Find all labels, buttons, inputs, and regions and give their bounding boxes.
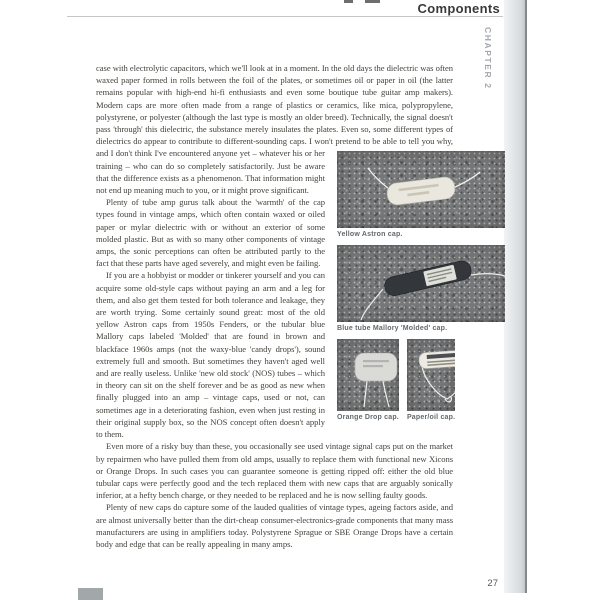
photo-paper-oil-cap	[407, 339, 455, 411]
paragraph-1-part-b: encountered anyone yet – whatever his or her training – who can do so completely satisfactorily. Just be aware that the difference exists as a phenomenon. That information might not end up meaning much to you, or it might prove significant.	[96, 148, 325, 196]
photo-column	[407, 339, 455, 428]
page-title: Components	[417, 1, 500, 16]
scan-artifact	[344, 0, 353, 3]
paragraph-5: Plenty of new caps do capture some of the lauded qualities of vintage types, ageing factors aside, and are almost universally better than the dirt-cheap consumer-electronics-grade components that many mass manufacturers are using in amplifiers today. Polystyrene Sprague or SBE Orange Drops have a certain body and edge that can be really appealing in many amps.	[96, 502, 453, 549]
paragraph-4: Even more of a risky buy than these, you occasionally see used vintage signal caps put on the market by repairmen who have pulled them from old amps, usually to replace them with functional new Xicons or Orange Drops. In such cases you can guarantee someone is getting ripped off: either the old blue tubular caps were perfectly good and the tech replaced them with new caps that are arguably sonically inferior, at a hefty bench charge, or they needed to be replaced and he is now selling faulty goods.	[96, 441, 453, 501]
photo-orange-drop-cap	[337, 339, 399, 411]
page-edge-band	[504, 0, 527, 593]
page-number: 27	[487, 578, 498, 589]
photo-caption: Paper/oil cap.	[406, 414, 456, 422]
photo-row	[337, 339, 505, 428]
photo-caption: Orange Drop cap.	[337, 414, 399, 422]
paragraph-2: Plenty of tube amp gurus talk about the 'warmth' of the cap types found in vintage amps, which often contain waxed or oiled paper or mylar dielectric with or without an exterior of some molded plastic. But as with so many other components of vintage amps, the sonic perceptions can often be attributed partly to the fact that these parts have aged severely, and might even be failing.	[96, 197, 325, 269]
paragraph-3: If you are a hobbyist or modder or tinkerer yourself and you can acquire some old-style caps without paying an arm and a leg for them, and also get them tested for both tolerance and leakage, they are worth trying. Some certainly sound great: most of the old yellow Astron caps from 1950s Fenders, or the tubular blue Mallory caps labeled 'Molded' that are found in brown and blackface 1960s amps (not the waxy-blue 'candy drops'), sound extremely full and smooth. But sometimes they haven't aged well and are really useless. Unlike 'new old stock' (NOS) tubes – which in theory can sit on the shelf forever and be as good as new when finally plugged into an amp – vintage caps, used or not, can sometimes age in a deteriorating fashion, even when just resting in their original supply box, so the NOS concept often doesn't apply to them.	[96, 270, 325, 440]
capacitor-drawing	[337, 339, 399, 411]
photo-caption: Blue tube Mallory 'Molded' cap.	[337, 325, 448, 333]
body-text	[96, 62, 456, 550]
scan-artifact	[365, 0, 380, 3]
capacitor-drawing	[407, 339, 455, 411]
capacitor-drawing	[337, 245, 505, 322]
capacitor-drawing	[337, 151, 505, 228]
photo-column	[337, 339, 399, 428]
header-rule	[67, 16, 503, 17]
scan-artifact	[78, 588, 103, 600]
photo-mallory-molded-cap	[337, 245, 505, 322]
chapter-tab: CHAPTER 2	[483, 27, 493, 90]
photo-caption: Yellow Astron cap.	[337, 231, 403, 239]
paragraph-1-part-a: case with electrolytic capacitors, which we'll look at in a moment. In the old days the dielectric was often waxed paper formed in rolls between the foil of the plates, or sometimes oil or paper in oil (the latter remains popular with high-end hi-fi enthusiasts and even some boutique tube guitar amp makers). Modern caps are more often made from a range of plastics or ceramics, like mica, polypropylene, polystyrene, or polyester (although the last type is mostly an older breed). Technically, the signal doesn't pass 'through' this dielectric, the substance merely insulates the plates. Even so, some different types of dielectrics do appear to contribute to different-sounding caps. I won't pretend to be able to tell you why, and I don't think I've	[96, 63, 453, 159]
photos-panel	[337, 151, 505, 428]
photo-yellow-astron-cap	[337, 151, 505, 228]
